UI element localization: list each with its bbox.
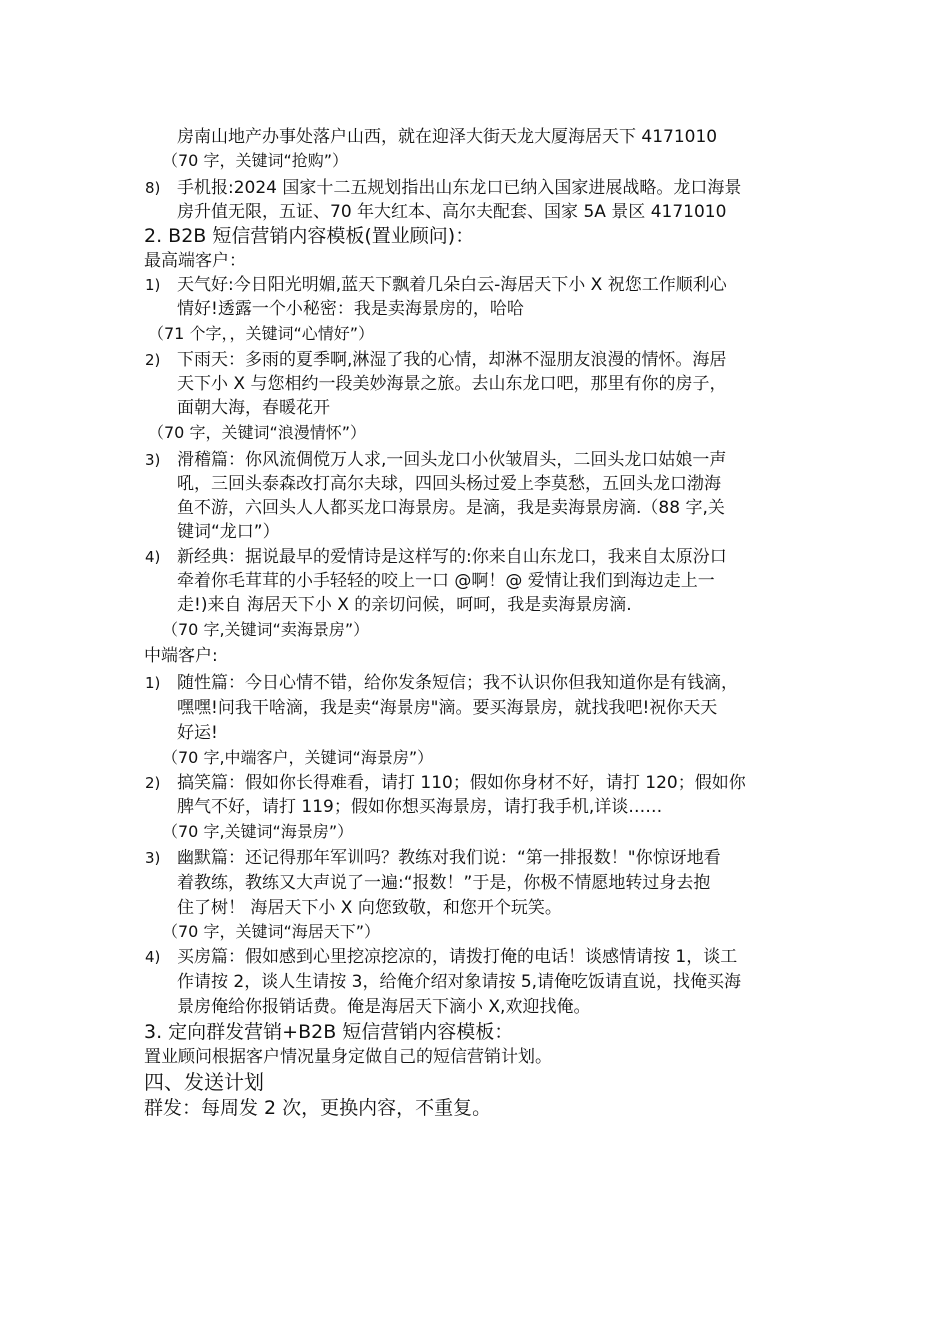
list-number: 3): [145, 849, 161, 867]
section-heading: 2. B2B 短信营销内容模板(置业顾问)：: [144, 225, 475, 247]
list-item-line: 天下小 X 与您相约一段美妙海景之旅。去山东龙口吧，那里有你的房子，: [177, 374, 727, 394]
list-number: 3): [145, 451, 161, 469]
keyword-note: （70 字，关键词“海居天下”）: [162, 922, 381, 941]
list-item-line: 搞笑篇：假如你长得难看，请打 110；假如你身材不好，请打 120；假如你: [177, 773, 746, 793]
list-item-line: 下雨天：多雨的夏季啊,淋湿了我的心情，却淋不湿朋友浪漫的情怀。海居: [177, 350, 727, 370]
keyword-note: （71 个字，，关键词“心情好”）: [148, 324, 375, 343]
list-number: 4): [145, 948, 161, 966]
list-number: 8): [145, 179, 161, 197]
list-item-line: 键词“龙口”）: [177, 522, 280, 542]
list-item-line: 鱼不游，六回头人人都买龙口海景房。是滴，我是卖海景房滴.（88 字,关: [177, 498, 725, 518]
list-item-line: 滑稽篇：你风流倜傥万人求,一回头龙口小伙皱眉头，二回头龙口姑娘一声: [177, 450, 727, 470]
list-item-line: 走!)来自 海居天下小 X 的亲切问候，呵呵，我是卖海景房滴.: [177, 595, 632, 615]
keyword-note: （70 字,关键词“海景房”）: [162, 822, 354, 841]
list-item-line: 新经典：据说最早的爱情诗是这样写的:你来自山东龙口，我来自太原汾口: [177, 547, 727, 567]
list-item-line: 好运!: [177, 723, 218, 743]
section-heading: 3. 定向群发营销+B2B 短信营销内容模板：: [144, 1021, 514, 1043]
list-item-line: 情好!透露一个小秘密：我是卖海景房的，哈哈: [177, 299, 524, 319]
customer-tier-label: 最高端客户：: [144, 251, 246, 271]
list-item-line: 房升值无限，五证、70 年大红本、高尔夫配套、国家 5A 景区 4171010: [177, 202, 727, 222]
list-item-line: 景房俺给你报销话费。俺是海居天下滴小 X,欢迎找俺。: [177, 997, 591, 1017]
list-item-line: 着教练，教练又大声说了一遍:“报数！”于是，你极不情愿地转过身去抱: [177, 873, 711, 893]
list-number: 1): [145, 276, 161, 294]
list-item-line: 随性篇：今日心情不错，给你发条短信；我不认识你但我知道你是有钱滴，: [177, 673, 738, 693]
paragraph-line: 房南山地产办事处落户山西，就在迎泽大街天龙大厦海居天下 4171010: [177, 127, 718, 147]
list-item-line: 买房篇：假如感到心里挖凉挖凉的，请拨打俺的电话！谈感情请按 1，谈工: [177, 947, 738, 967]
keyword-note: （70 字，关键词“浪漫情怀”）: [148, 423, 367, 442]
customer-tier-label: 中端客户:: [144, 646, 218, 666]
keyword-note: （70 字,中端客户，关键词“海景房”）: [162, 748, 434, 767]
list-item-line: 吼，三回头泰森改打高尔夫球，四回头杨过爱上李莫愁，五回头龙口渤海: [177, 474, 721, 494]
list-number: 1): [145, 674, 161, 692]
list-item-line: 住了树！ 海居天下小 X 向您致敬，和您开个玩笑。: [177, 898, 562, 918]
list-number: 4): [145, 548, 161, 566]
paragraph-line: 群发：每周发 2 次，更换内容，不重复。: [144, 1097, 492, 1119]
list-item-line: 嘿嘿!问我干啥滴，我是卖“海景房"滴。要买海景房，就找我吧!祝你天天: [177, 698, 718, 718]
list-number: 2): [145, 351, 161, 369]
keyword-note: （70 字，关键词“抢购”）: [162, 151, 349, 170]
list-item-line: 幽默篇：还记得那年军训吗？教练对我们说：“第一排报数！"你惊讶地看: [177, 848, 721, 868]
list-item-line: 手机报:2024 国家十二五规划指出山东龙口已纳入国家进展战略。龙口海景: [177, 178, 742, 198]
keyword-note: （70 字,关键词“卖海景房”）: [162, 620, 370, 639]
paragraph-line: 置业顾问根据客户情况量身定做自己的短信营销计划。: [144, 1047, 552, 1067]
list-item-line: 牵着你毛茸茸的小手轻轻的咬上一口 @啊！@ 爱情让我们到海边走上一: [177, 571, 715, 591]
list-number: 2): [145, 774, 161, 792]
list-item-line: 作请按 2，谈人生请按 3，给俺介绍对象请按 5,请俺吃饭请直说，找俺买海: [177, 972, 742, 992]
list-item-line: 脾气不好，请打 119；假如你想买海景房，请打我手机,详谈……: [177, 797, 663, 817]
section-heading: 四、发送计划: [144, 1070, 264, 1094]
list-item-line: 面朝大海，春暖花开: [177, 398, 330, 418]
list-item-line: 天气好:今日阳光明媚,蓝天下飘着几朵白云-海居天下小 X 祝您工作顺利心: [177, 275, 727, 295]
